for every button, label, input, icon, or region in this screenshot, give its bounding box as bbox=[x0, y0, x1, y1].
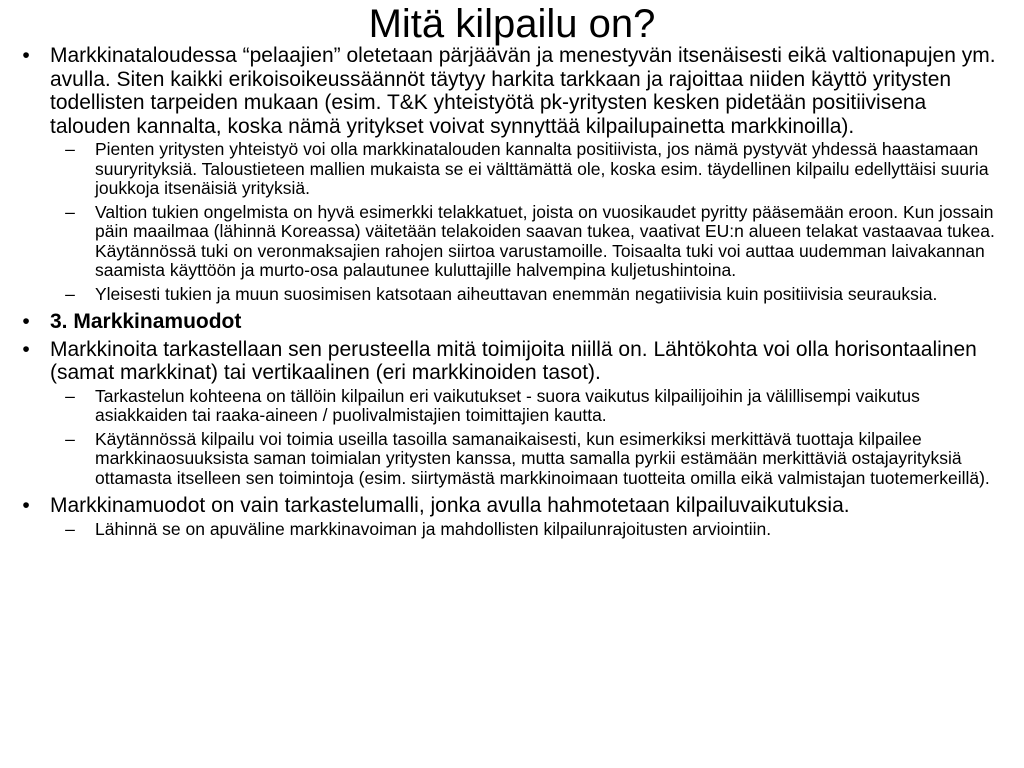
bullet-text: Markkinataloudessa “pelaajien” oletetaan pärjäävän ja menestyvän itsenäisesti eikä valtionapujen ym. avulla. Siten kaikki erikoisoikeussäännöt täytyy harkita tarkkaan ja rajoittaa niiden käyttö yritysten todellisten tarpeiden mukaan (esim. T&K yhteistyötä pk-yritysten kesken pidetään positiivisena talouden kannalta, koska nämä yritykset voivat synnyttää kilpailupainetta markkinoilla). bbox=[50, 44, 996, 138]
sub-bullet-text: Yleisesti tukien ja muun suosimisen katsotaan aiheuttavan enemmän negatiivisia kuin positiivisia seurauksia. bbox=[95, 283, 938, 304]
bullet-marker: • bbox=[22, 494, 30, 517]
bullet-marker: • bbox=[22, 310, 30, 333]
sub-bullet-text: Pienten yritysten yhteistyö voi olla markkinatalouden kannalta positiivista, jos nämä pystyvät yhdessä haastamaan suuryrityksiä. Taloustieteen mallien mukaista se ei välttämättä ole, koska esim. täydellinen kilpailu edellyttäisi suuria joukkoja itsenäisiä yrityksiä. bbox=[95, 139, 989, 198]
dash-marker: – bbox=[65, 518, 75, 539]
bullet-marker: • bbox=[22, 337, 30, 361]
sub-bullet-item bbox=[16, 285, 1012, 305]
sub-bullet-item bbox=[16, 430, 1012, 489]
dash-marker: – bbox=[65, 385, 75, 406]
bullet-marker: • bbox=[22, 44, 30, 67]
sub-bullet-text: Valtion tukien ongelmista on hyvä esimerkki telakkatuet, joista on vuosikaudet pyritty pääsemään eroon. Kun jossain päin maailmaa (lähinnä Koreassa) väitetään telakoiden saavan tukea, vaativat EU:n alueen telakat vastaavaa tukea. Käytännössä tuki on veronmaksajien rahojen siirtoa varustamoille. Toisaalta tuki voi auttaa uudemman laivakannan saamista käyttöön ja murto-osa palautunee kuluttajille halvempina kuljetushintoina. bbox=[95, 201, 995, 280]
sub-bullet-item bbox=[16, 387, 1012, 426]
slide-title: Mitä kilpailu on? bbox=[368, 2, 656, 46]
sub-list bbox=[16, 520, 1012, 540]
sub-list bbox=[16, 387, 1012, 489]
bullet-text: Markkinoita tarkastellaan sen perusteella mitä toimijoita niillä on. Lähtökohta voi olla horisontaalinen (samat markkinat) tai vertikaalinen (eri markkinoiden tasot). bbox=[50, 337, 977, 384]
dash-marker: – bbox=[65, 201, 75, 222]
sub-bullet-text: Lähinnä se on apuväline markkinavoiman ja mahdollisten kilpailunrajoitusten arviointiin. bbox=[95, 518, 772, 539]
bullet-item bbox=[16, 338, 1012, 385]
bullet-item bbox=[16, 310, 1012, 334]
sub-bullet-item bbox=[16, 140, 1012, 199]
section-heading: 3. Markkinamuodot bbox=[50, 310, 242, 333]
sub-bullet-text: Tarkastelun kohteena on tällöin kilpailun eri vaikutukset - suora vaikutus kilpailijoihin ja välillisempi vaikutus asiakkaiden tai raaka-aineen / puolivalmistajien toimittajien kautta. bbox=[95, 385, 920, 425]
bullet-item bbox=[16, 494, 1012, 518]
slide-content bbox=[16, 44, 1012, 539]
sub-list bbox=[16, 140, 1012, 304]
dash-marker: – bbox=[65, 283, 75, 304]
dash-marker: – bbox=[65, 428, 75, 449]
sub-bullet-item bbox=[16, 520, 1012, 540]
bullet-text: Markkinamuodot on vain tarkastelumalli, jonka avulla hahmotetaan kilpailuvaikutuksia. bbox=[50, 494, 850, 517]
sub-bullet-text: Käytännössä kilpailu voi toimia useilla tasoilla samanaikaisesti, kun esimerkiksi merkittävä tuottaja kilpailee markkinaosuuksista saman toimialan yritysten kanssa, mutta samalla pyrkii estämään merkittäviä ostajayrityksiä ottamasta itselleen sen toimintoja (esim. siirtymästä markkinoimaan tuotteita omilla eikä valmistajan tuotemerkeillä). bbox=[95, 428, 990, 488]
bullet-item bbox=[16, 44, 1012, 138]
sub-bullet-item bbox=[16, 203, 1012, 281]
dash-marker: – bbox=[65, 139, 75, 159]
